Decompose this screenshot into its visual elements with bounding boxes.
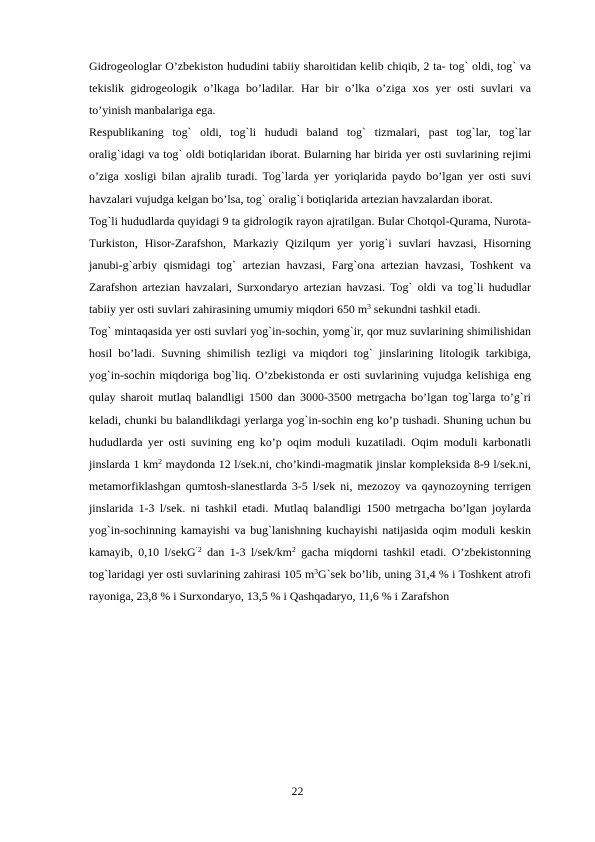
text-run: maydonda 12 l/sek.ni, cho’kindi-magmatik jinslar kompleksida 8-9 l/sek.ni, metamorfiklashgan qumtosh-slanestlarda 3-5 l/sek ni, mezozoy va qaynozoyning terrigen jinslarida 1-3 l/sek. ni tashkil etadi. Mutlaq balandligi 1500 metrgacha bo’lgan joylarda yog`in-sochinning kamayishi va bug`lanishning kuchayishi natijasida oqim moduli keskin kamayib, 0,10 l/sekG xyxy=(89,456,531,560)
text-run: G`sek bo’lib, uning 31,4 % i Toshkent atrofi rayoniga, 23,8 % i Surxondaryo, 13,5 % i Qashqadaryo, 11,6 % i Zarafshon xyxy=(89,567,531,604)
text-run: dan 1-3 l/sek/km xyxy=(201,545,292,560)
text-run: gacha miqdorni tashkil etadi. O’zbekistonning tog`laridagi yer osti suvlarining zahirasi 105 m xyxy=(89,545,531,582)
paragraph xyxy=(89,320,531,607)
paragraph xyxy=(89,55,531,121)
superscript: 2 xyxy=(291,545,296,555)
document-page xyxy=(89,55,531,607)
superscript: 3 xyxy=(314,567,318,577)
page-number: 22 xyxy=(291,784,304,798)
text-run: Respublikaning tog` oldi, tog`li hududi baland tog` tizmalari, past tog`lar, tog`lar oralig`idagi va tog` oldi botiqlaridan iborat. Bularning har birida yer osti suvlarining rejimi o’ziga xosligi bilan ajralib turadi. Tog`larda yer yoriqlarida paydo bo’lgan yer osti suvi havzalari vujudga kelgan bo’lsa, tog` oralig`i botiqlarida artezian havzalardan iborat. xyxy=(89,125,531,206)
text-run: sekundni tashkil etadi. xyxy=(370,302,481,317)
paragraph xyxy=(89,121,531,209)
paragraph xyxy=(89,210,531,320)
text-run: Gidrogeologlar O’zbekiston hududini tabiiy sharoitidan kelib chiqib, 2 ta- tog` oldi, tog` va tekislik gidrogeologik o’lkaga bo’ladilar. Har bir o’lka o’ziga xos yer osti suvlari va to’yinish manbalariga ega. xyxy=(89,59,531,118)
superscript: 3 xyxy=(367,302,371,312)
text-run: Tog` mintaqasida yer osti suvlari yog`in-sochin, yomg`ir, qor muz suvlarining shimilishidan hosil bo’ladi. Suvning shimilish tezligi va miqdori tog` jinslarining litologik tarkibiga, yog`in-sochin miqdoriga bog`liq. O’zbekistonda er osti suvlarining vujudga kelishiga eng qulay sharoit mutlaq balandligi 1500 dan 3000-3500 metrgacha bo’lgan tog`larga to’g`ri keladi, chunki bu balandlikdagi yerlarga yog`in-sochin eng ko’p tushadi. Shuning uchun bu hududlarda yer osti suvining eng ko’p oqim moduli kuzatiladi. Oqim moduli karbonatli jinslarda 1 km xyxy=(89,324,531,471)
superscript: 2 xyxy=(158,456,163,466)
text-body xyxy=(89,55,531,607)
text-run: Tog`li hududlarda quyidagi 9 ta gidrologik rayon ajratilgan. Bular Chotqol-Qurama, Nurota-Turkiston, Hisor-Zarafshon, Markaziy Qizilqum yer yorig`i suvlari havzasi, Hisorning janubi-g`arbiy qismidagi tog` artezian havzasi, Farg`ona artezian havzasi, Toshkent va Zarafshon artezian havzalari, Surxondaryo artezian havzasi. Tog` oldi va tog`li hududlar tabiiy yer osti suvlari zahirasining umumiy miqdori 650 m xyxy=(89,213,531,317)
superscript: `2 xyxy=(195,545,202,555)
